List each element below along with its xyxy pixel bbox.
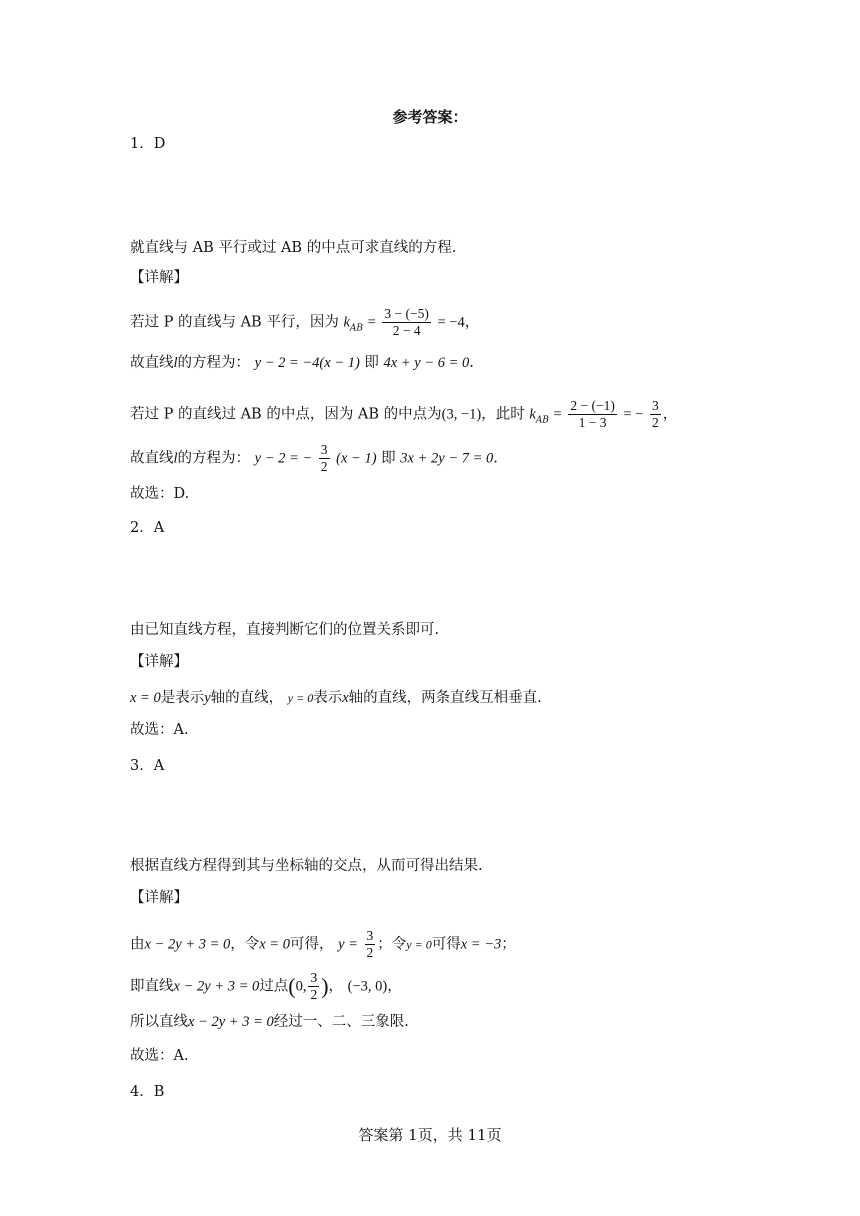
q3-line2 <box>130 970 402 1003</box>
q3-l2-den: 2 <box>310 987 318 1002</box>
q2-answer: 2．A <box>130 520 165 536</box>
q3-l1-b: ，令 <box>230 936 260 953</box>
q3-l1-f: ； <box>501 936 516 953</box>
q3-l2-fraction <box>308 970 319 1003</box>
q1-line3-text: 若过 P 的直线过 AB 的中点，因为 AB 的中点为 <box>130 406 442 423</box>
slope1-numerator: 3 − (−5) <box>384 306 429 321</box>
left-paren: ( <box>288 973 296 999</box>
q2-var-x: x <box>342 690 349 706</box>
q2-detail-header: 【详解】 <box>130 654 188 670</box>
q1-line4-prefix: 故直线 <box>130 450 174 467</box>
q2-detail-line <box>130 688 542 708</box>
q3-detail-header: 【详解】 <box>130 890 188 906</box>
slope1-fraction <box>382 306 430 339</box>
q1-line4-den: 2 <box>320 459 328 474</box>
slope-symbol: k <box>343 314 350 331</box>
q1-line4-eq1a: y − 2 = − <box>254 450 313 467</box>
q2-eq-y0: y = 0 <box>287 691 314 705</box>
q3-l1-c: 可得， <box>289 936 334 953</box>
q1-line1 <box>130 306 479 339</box>
slope2-result-num: 3 <box>652 398 659 413</box>
q1-line2-prefix: 故直线 <box>130 355 174 371</box>
q3-l2-num: 3 <box>310 970 318 985</box>
q3-l1-xres: x = −3 <box>460 936 502 953</box>
q3-l1-a: 由 <box>130 936 145 953</box>
q3-line1 <box>130 928 516 961</box>
slope-subscript: AB <box>349 323 363 334</box>
comma-2: ， <box>328 978 344 995</box>
q2-var-y: y <box>204 690 211 706</box>
q2-conclusion: 故选：A. <box>130 722 189 738</box>
q1-line2-join: 即 <box>364 355 379 371</box>
q1-line2 <box>130 353 474 373</box>
q1-line2-eq2: 4x + y − 6 = 0 <box>383 355 470 371</box>
q1-line1-text: 若过 P 的直线与 AB 平行，因为 <box>130 314 339 331</box>
slope1-denominator: 2 − 4 <box>392 323 421 338</box>
q2-analysis: 由已知直线方程，直接判断它们的位置关系即可. <box>130 622 440 638</box>
q1-midpoint: (3, −1) <box>441 406 482 423</box>
q1-line3 <box>130 398 677 431</box>
q3-l3-eq: x − 2y + 3 = 0 <box>188 1014 274 1030</box>
q3-l2-p2: (−3, 0) <box>347 978 388 995</box>
q1-line2-eq1: y − 2 = −4(x − 1) <box>254 355 360 371</box>
page-footer: 答案第 1页，共 11页 <box>358 1126 502 1144</box>
slope2-result-den: 2 <box>652 415 659 430</box>
slope1-value: = −4， <box>437 314 480 331</box>
slope-symbol-2: k <box>529 406 536 423</box>
slope2-denominator: 1 − 3 <box>578 415 607 430</box>
line-l-symbol: l <box>173 355 178 371</box>
q3-line3 <box>130 1012 409 1032</box>
q3-l2-b: 过点 <box>259 978 289 995</box>
equals-sign-2: = <box>553 406 562 423</box>
q3-l1-e: 可得 <box>431 936 461 953</box>
equals-minus: = − <box>623 406 644 423</box>
q2-text2: 轴的直线， <box>210 690 284 706</box>
q2-text3: 表示 <box>313 690 343 706</box>
q1-line4-eq1b: (x − 1) <box>336 450 377 467</box>
q3-l1-x0: x = 0 <box>259 936 290 953</box>
q1-detail-header: 【详解】 <box>130 270 188 286</box>
q1-conclusion: 故选：D. <box>130 486 190 502</box>
equals-sign: = <box>367 314 376 331</box>
period-2: . <box>493 450 498 467</box>
slope2-result-fraction <box>650 398 661 431</box>
q3-analysis: 根据直线方程得到其与坐标轴的交点，从而可得出结果. <box>130 858 483 874</box>
q3-l1-d: ；令 <box>377 936 407 953</box>
q2-eq-x0: x = 0 <box>130 690 161 706</box>
q3-l1-eq: x − 2y + 3 = 0 <box>144 936 231 953</box>
q1-answer: 1．D <box>130 136 166 152</box>
q1-line4 <box>130 442 498 475</box>
comma-3: ， <box>387 978 402 995</box>
page-title: 参考答案： <box>392 108 468 126</box>
q2-text1: 是表示 <box>160 690 205 706</box>
q3-l1-y0: y = 0 <box>406 937 432 952</box>
line-l-symbol-2: l <box>173 450 178 467</box>
q3-l2-a: 即直线 <box>130 978 174 995</box>
q3-conclusion: 故选：A. <box>130 1048 189 1064</box>
slope-subscript-2: AB <box>535 415 549 426</box>
q1-line3-text2: ，此时 <box>481 406 525 423</box>
q3-l2-eq: x − 2y + 3 = 0 <box>173 978 260 995</box>
q1-analysis: 就直线与 AB 平行或过 AB 的中点可求直线的方程. <box>130 240 457 256</box>
q4-answer: 4．B <box>130 1084 165 1100</box>
period: . <box>469 355 474 371</box>
q1-line4-eq2: 3x + 2y − 7 = 0 <box>400 450 494 467</box>
q1-line2-mid: 的方程为： <box>177 355 251 371</box>
q1-line4-mid: 的方程为： <box>177 450 251 467</box>
q3-l2-p1: 0, <box>295 978 307 995</box>
q3-l1-num: 3 <box>366 928 374 943</box>
q3-l3-b: 经过一、二、三象限. <box>273 1014 409 1030</box>
q3-l1-den: 2 <box>366 945 374 960</box>
q3-l3-a: 所以直线 <box>130 1014 188 1030</box>
q1-line4-fraction <box>319 442 330 475</box>
slope2-fraction <box>568 398 616 431</box>
q1-line4-num: 3 <box>320 442 328 457</box>
comma: ， <box>662 406 678 423</box>
q3-l1-fraction <box>365 928 376 961</box>
right-paren: ) <box>321 973 329 999</box>
slope2-numerator: 2 − (−1) <box>570 398 615 413</box>
q2-text4: 轴的直线，两条直线互相垂直. <box>348 690 542 706</box>
q3-answer: 3．A <box>130 758 165 774</box>
q1-line4-join: 即 <box>381 450 396 467</box>
q3-l1-yeq: y = <box>338 936 358 953</box>
